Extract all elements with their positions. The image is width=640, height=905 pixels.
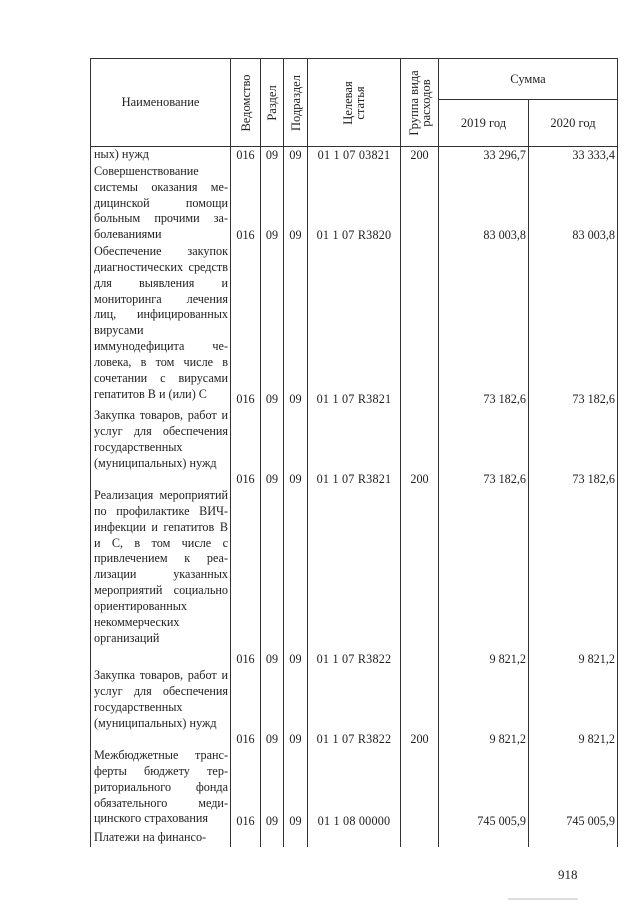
row-podrazdel: 09 [284, 408, 308, 488]
row-celevaya-statya: 01 1 07 R3822 [308, 488, 401, 668]
header-vedomstvo: Ведомство [231, 59, 261, 147]
header-year-2019: 2019 год [439, 100, 529, 147]
row-name: ных) нужд [91, 147, 231, 164]
row-razdel: 09 [261, 408, 284, 488]
row-gruppa: 200 [401, 668, 439, 748]
table-body [91, 147, 618, 847]
row-sum-2020: 83 003,8 [529, 164, 618, 244]
row-sum-2020: 745 005,9 [529, 748, 618, 830]
row-sum-2019: 33 296,7 [439, 147, 529, 164]
row-gruppa [401, 244, 439, 408]
table-row [91, 164, 618, 244]
row-sum-2019: 73 182,6 [439, 244, 529, 408]
row-sum-2019: 9 821,2 [439, 488, 529, 668]
row-celevaya-statya: 01 1 07 R3820 [308, 164, 401, 244]
row-gruppa [401, 488, 439, 668]
row-podrazdel: 09 [284, 244, 308, 408]
row-podrazdel: 09 [284, 147, 308, 164]
page-number: 918 [558, 867, 578, 882]
row-celevaya-statya: 01 1 07 R3821 [308, 408, 401, 488]
row-vedomstvo: 016 [231, 244, 261, 408]
row-sum-2019 [439, 830, 529, 847]
row-podrazdel: 09 [284, 748, 308, 830]
table-row [91, 408, 618, 488]
row-sum-2020: 33 333,4 [529, 147, 618, 164]
row-razdel: 09 [261, 147, 284, 164]
row-gruppa: 200 [401, 147, 439, 164]
row-name: Закупка товаров, работ и услуг для обеспечения государственных (муниципальных) нужд [91, 408, 231, 488]
row-vedomstvo [231, 830, 261, 847]
header-gruppa-vida-rashodov: Группа вида расходов [401, 59, 439, 147]
table-row [91, 830, 618, 847]
header-name: Наименование [91, 59, 231, 147]
scan-smudge [508, 898, 578, 900]
row-razdel: 09 [261, 748, 284, 830]
budget-table [90, 58, 618, 847]
row-celevaya-statya [308, 830, 401, 847]
row-vedomstvo: 016 [231, 668, 261, 748]
row-vedomstvo: 016 [231, 748, 261, 830]
row-name: Платежи на финансо- [91, 830, 231, 847]
row-sum-2020 [529, 830, 618, 847]
row-razdel: 09 [261, 668, 284, 748]
row-gruppa: 200 [401, 408, 439, 488]
header-celevaya-statya: Целевая статья [308, 59, 401, 147]
row-razdel: 09 [261, 488, 284, 668]
row-razdel: 09 [261, 244, 284, 408]
table-row [91, 147, 618, 164]
row-sum-2020: 73 182,6 [529, 408, 618, 488]
row-sum-2020: 9 821,2 [529, 488, 618, 668]
row-podrazdel: 09 [284, 488, 308, 668]
row-celevaya-statya: 01 1 08 00000 [308, 748, 401, 830]
row-gruppa [401, 164, 439, 244]
row-razdel: 09 [261, 164, 284, 244]
row-sum-2019: 745 005,9 [439, 748, 529, 830]
row-sum-2020: 9 821,2 [529, 668, 618, 748]
row-sum-2019: 73 182,6 [439, 408, 529, 488]
row-podrazdel [284, 830, 308, 847]
row-sum-2020: 73 182,6 [529, 244, 618, 408]
row-sum-2019: 9 821,2 [439, 668, 529, 748]
row-gruppa [401, 830, 439, 847]
table-row [91, 488, 618, 668]
row-sum-2019: 83 003,8 [439, 164, 529, 244]
row-podrazdel: 09 [284, 164, 308, 244]
row-razdel [261, 830, 284, 847]
row-name: Закупка товаров, работ и услуг для обеспечения государственных (муниципальных) нужд [91, 668, 231, 748]
row-name: Реализация мероприятий по профилактике ВИЧ-инфекции и гепатитов B и C, в том числе с привлечением к реализации указанных мероприятий социально ориентированных некоммерческих организаций [91, 488, 231, 668]
row-name: Обеспечение закупок диагностических средств для выявления и мониторинга лечения лиц, инфицированных вирусами иммунодефицита человека, в том числе в сочетании с вирусами гепатитов B и (или) C [91, 244, 231, 408]
header-razdel: Раздел [261, 59, 284, 147]
row-vedomstvo: 016 [231, 408, 261, 488]
header-year-2020: 2020 год [529, 100, 618, 147]
row-celevaya-statya: 01 1 07 R3821 [308, 244, 401, 408]
table-row [91, 748, 618, 830]
row-name: Межбюджетные трансферты бюджету территориального фонда обязательного медицинского страхования [91, 748, 231, 830]
header-summa: Сумма [439, 59, 618, 100]
row-podrazdel: 09 [284, 668, 308, 748]
header-podrazdel: Подраздел [284, 59, 308, 147]
row-celevaya-statya: 01 1 07 R3822 [308, 668, 401, 748]
table-row [91, 244, 618, 408]
row-name: Совершенствование системы оказания медицинской помощи больным прочими заболеваниями [91, 164, 231, 244]
row-vedomstvo: 016 [231, 488, 261, 668]
row-vedomstvo: 016 [231, 147, 261, 164]
row-vedomstvo: 016 [231, 164, 261, 244]
row-celevaya-statya: 01 1 07 03821 [308, 147, 401, 164]
table-row [91, 668, 618, 748]
row-gruppa [401, 748, 439, 830]
